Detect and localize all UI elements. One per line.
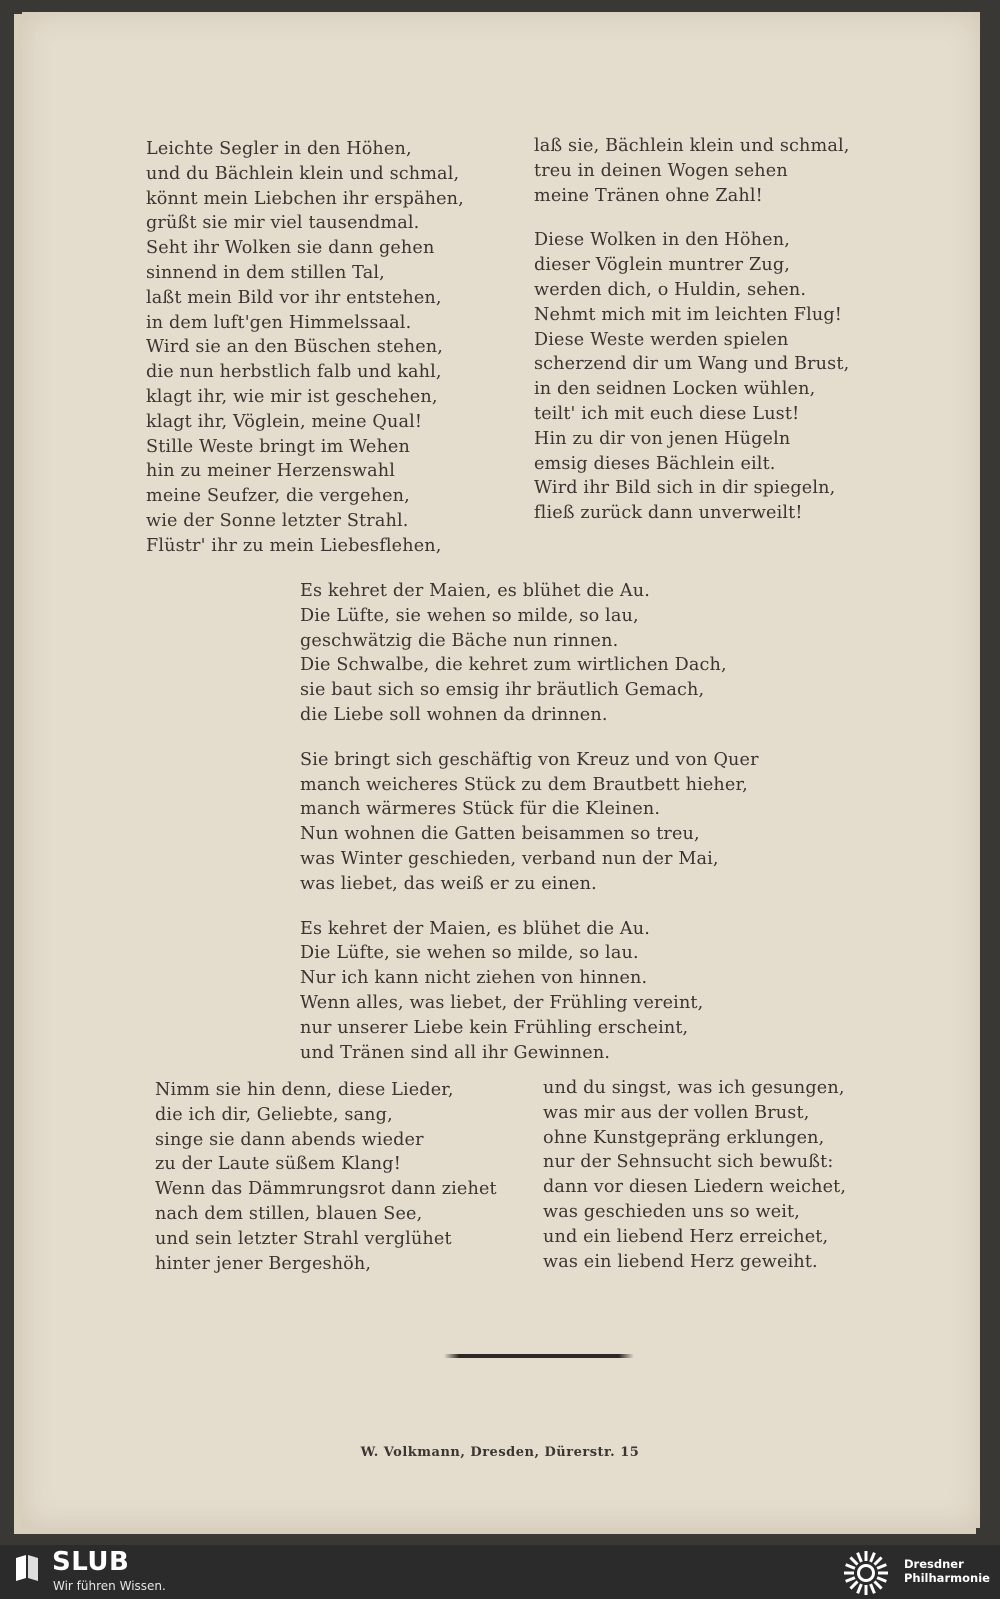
poem-middle-stanza-1	[300, 579, 759, 728]
verse-line: Nun wohnen die Gatten beisammen so treu,	[300, 824, 700, 845]
slub-logo-text[interactable]: SLUB	[52, 1547, 130, 1577]
verse-line: emsig dieses Bächlein eilt.	[534, 453, 776, 474]
slub-tagline: Wir führen Wissen.	[53, 1579, 166, 1593]
verse-line: sinnend in dem stillen Tal,	[146, 262, 385, 283]
verse-line: Hin zu dir von jenen Hügeln	[534, 428, 791, 449]
verse-line: in dem luft'gen Himmelssaal.	[146, 312, 412, 333]
verse-line: singe sie dann abends wieder	[155, 1129, 424, 1150]
verse-line: scherzend dir um Wang und Brust,	[534, 354, 850, 375]
verse-line: und sein letzter Strahl verglühet	[155, 1228, 452, 1249]
poem-first-left-column	[146, 137, 464, 559]
verse-line: Die Schwalbe, die kehret zum wirtlichen Dach,	[300, 655, 727, 676]
poem-first-right-a	[534, 134, 850, 208]
verse-line: werden dich, o Huldin, sehen.	[534, 279, 807, 300]
verse-line: ohne Kunstgepräng erklungen,	[543, 1127, 825, 1148]
poem-middle-stanza-3	[300, 917, 759, 1066]
verse-line: laß sie, Bächlein klein und schmal,	[534, 136, 850, 156]
divider-rule	[444, 1354, 634, 1358]
verse-line: Diese Weste werden spielen	[534, 329, 789, 350]
sun-ray	[858, 1584, 862, 1593]
verse-line: und Tränen sind all ihr Gewinnen.	[300, 1042, 611, 1063]
verse-line: Wird ihr Bild sich in dir spiegeln,	[534, 478, 836, 499]
verse-line: Die Lüfte, sie wehen so milde, so lau,	[300, 605, 639, 626]
verse-line: grüßt sie mir viel tausendmal.	[146, 213, 420, 234]
sun-ray	[877, 1565, 886, 1569]
printer-imprint: W. Volkmann, Dresden, Dürerstr. 15	[360, 1445, 640, 1460]
poem-middle-stanza-2	[300, 748, 759, 897]
verse-line: meine Seufzer, die vergehen,	[146, 486, 410, 507]
verse-line: Sie bringt sich geschäftig von Kreuz und von Quer	[300, 749, 759, 770]
verse-line: was liebet, das weiß er zu einen.	[300, 873, 597, 894]
sun-ray	[874, 1557, 881, 1564]
poem-last-right-column	[543, 1076, 846, 1274]
verse-line: klagt ihr, Vöglein, meine Qual!	[146, 411, 423, 432]
verse-line: Nehmt mich mit im leichten Flug!	[534, 304, 842, 325]
verse-line: nach dem stillen, blauen See,	[155, 1203, 423, 1224]
verse-line: und du singst, was ich gesungen,	[543, 1078, 845, 1098]
sun-ray	[871, 1553, 875, 1562]
verse-line: manch weicheres Stück zu dem Brautbett hieher,	[300, 774, 748, 795]
verse-line: was mir aus der vollen Brust,	[543, 1102, 810, 1123]
sun-ray	[850, 1581, 857, 1588]
verse-line: Stille Weste bringt im Wehen	[146, 436, 410, 457]
verse-line: Leichte Segler in den Höhen,	[146, 139, 412, 159]
verse-line: manch wärmeres Stück für die Kleinen.	[300, 799, 661, 820]
verse-line: geschwätzig die Bäche nun rinnen.	[300, 630, 619, 651]
sun-ray	[858, 1553, 862, 1562]
verse-line: laßt mein Bild vor ihr entstehen,	[146, 287, 442, 308]
paper-sheet	[22, 12, 980, 1528]
philharmonie-line-2: Philharmonie	[904, 1571, 990, 1585]
verse-line: und du Bächlein klein und schmal,	[146, 163, 460, 184]
verse-line: Nur ich kann nicht ziehen von hinnen.	[300, 968, 648, 989]
verse-line: wie der Sonne letzter Strahl.	[146, 510, 409, 531]
verse-line: die nun herbstlich falb und kahl,	[146, 362, 442, 383]
verse-line: meine Tränen ohne Zahl!	[534, 185, 763, 206]
verse-line: Nimm sie hin denn, diese Lieder,	[155, 1080, 454, 1100]
sun-ray	[846, 1578, 855, 1582]
sun-ray	[846, 1565, 855, 1569]
verse-line: teilt' ich mit euch diese Lust!	[534, 403, 800, 424]
verse-line: in den seidnen Locken wühlen,	[534, 379, 816, 400]
verse-line: die ich dir, Geliebte, sang,	[155, 1104, 393, 1125]
verse-line: was ein liebend Herz geweiht.	[543, 1251, 818, 1272]
verse-line: Diese Wolken in den Höhen,	[534, 230, 790, 251]
verse-line: nur unserer Liebe kein Frühling erscheint,	[300, 1017, 689, 1038]
verse-line: sie baut sich so emsig ihr bräutlich Gemach,	[300, 680, 705, 701]
sun-ray	[874, 1581, 881, 1588]
slub-book-icon[interactable]	[14, 1554, 40, 1582]
verse-line: könnt mein Liebchen ihr erspähen,	[146, 188, 464, 209]
verse-line: nur der Sehnsucht sich bewußt:	[543, 1152, 834, 1173]
verse-line: die Liebe soll wohnen da drinnen.	[300, 704, 608, 725]
verse-line: Die Lüfte, sie wehen so milde, so lau.	[300, 943, 639, 964]
verse-line: klagt ihr, wie mir ist geschehen,	[146, 386, 438, 407]
philharmonie-sun-icon[interactable]	[842, 1549, 890, 1597]
verse-line: Wenn alles, was liebet, der Frühling vereint,	[300, 992, 704, 1013]
sun-ray	[850, 1557, 857, 1564]
poem-middle	[300, 579, 759, 1065]
verse-line: Flüstr' ihr zu mein Liebesflehen,	[146, 535, 442, 556]
verse-line: Wird sie an den Büschen stehen,	[146, 337, 443, 358]
verse-line: zu der Laute süßem Klang!	[155, 1154, 401, 1175]
poem-first-right-column	[534, 134, 850, 526]
verse-line: was geschieden uns so weit,	[543, 1201, 801, 1222]
verse-line: was Winter geschieden, verband nun der Mai,	[300, 848, 719, 869]
verse-line: hinter jener Bergeshöh,	[155, 1253, 372, 1274]
verse-line: Es kehret der Maien, es blühet die Au.	[300, 918, 650, 939]
philharmonie-line-1: Dresdner	[904, 1557, 964, 1571]
poem-last-left-column	[155, 1078, 497, 1276]
sun-ray	[871, 1584, 875, 1593]
verse-line: Wenn das Dämmrungsrot dann ziehet	[155, 1179, 497, 1200]
verse-line: und ein liebend Herz erreichet,	[543, 1226, 829, 1247]
verse-line: Seht ihr Wolken sie dann gehen	[146, 238, 435, 259]
sun-ray	[877, 1578, 886, 1582]
verse-line: dann vor diesen Liedern weichet,	[543, 1177, 847, 1198]
verse-line: hin zu meiner Herzenswahl	[146, 461, 396, 482]
verse-line: Es kehret der Maien, es blühet die Au.	[300, 581, 650, 601]
viewer-footer	[0, 1545, 1000, 1599]
verse-line: fließ zurück dann unverweilt!	[534, 503, 803, 524]
verse-line: dieser Vöglein muntrer Zug,	[534, 255, 790, 276]
poem-first-right-b	[534, 228, 850, 526]
verse-line: treu in deinen Wogen sehen	[534, 160, 788, 181]
philharmonie-logo-text[interactable]	[904, 1557, 990, 1585]
